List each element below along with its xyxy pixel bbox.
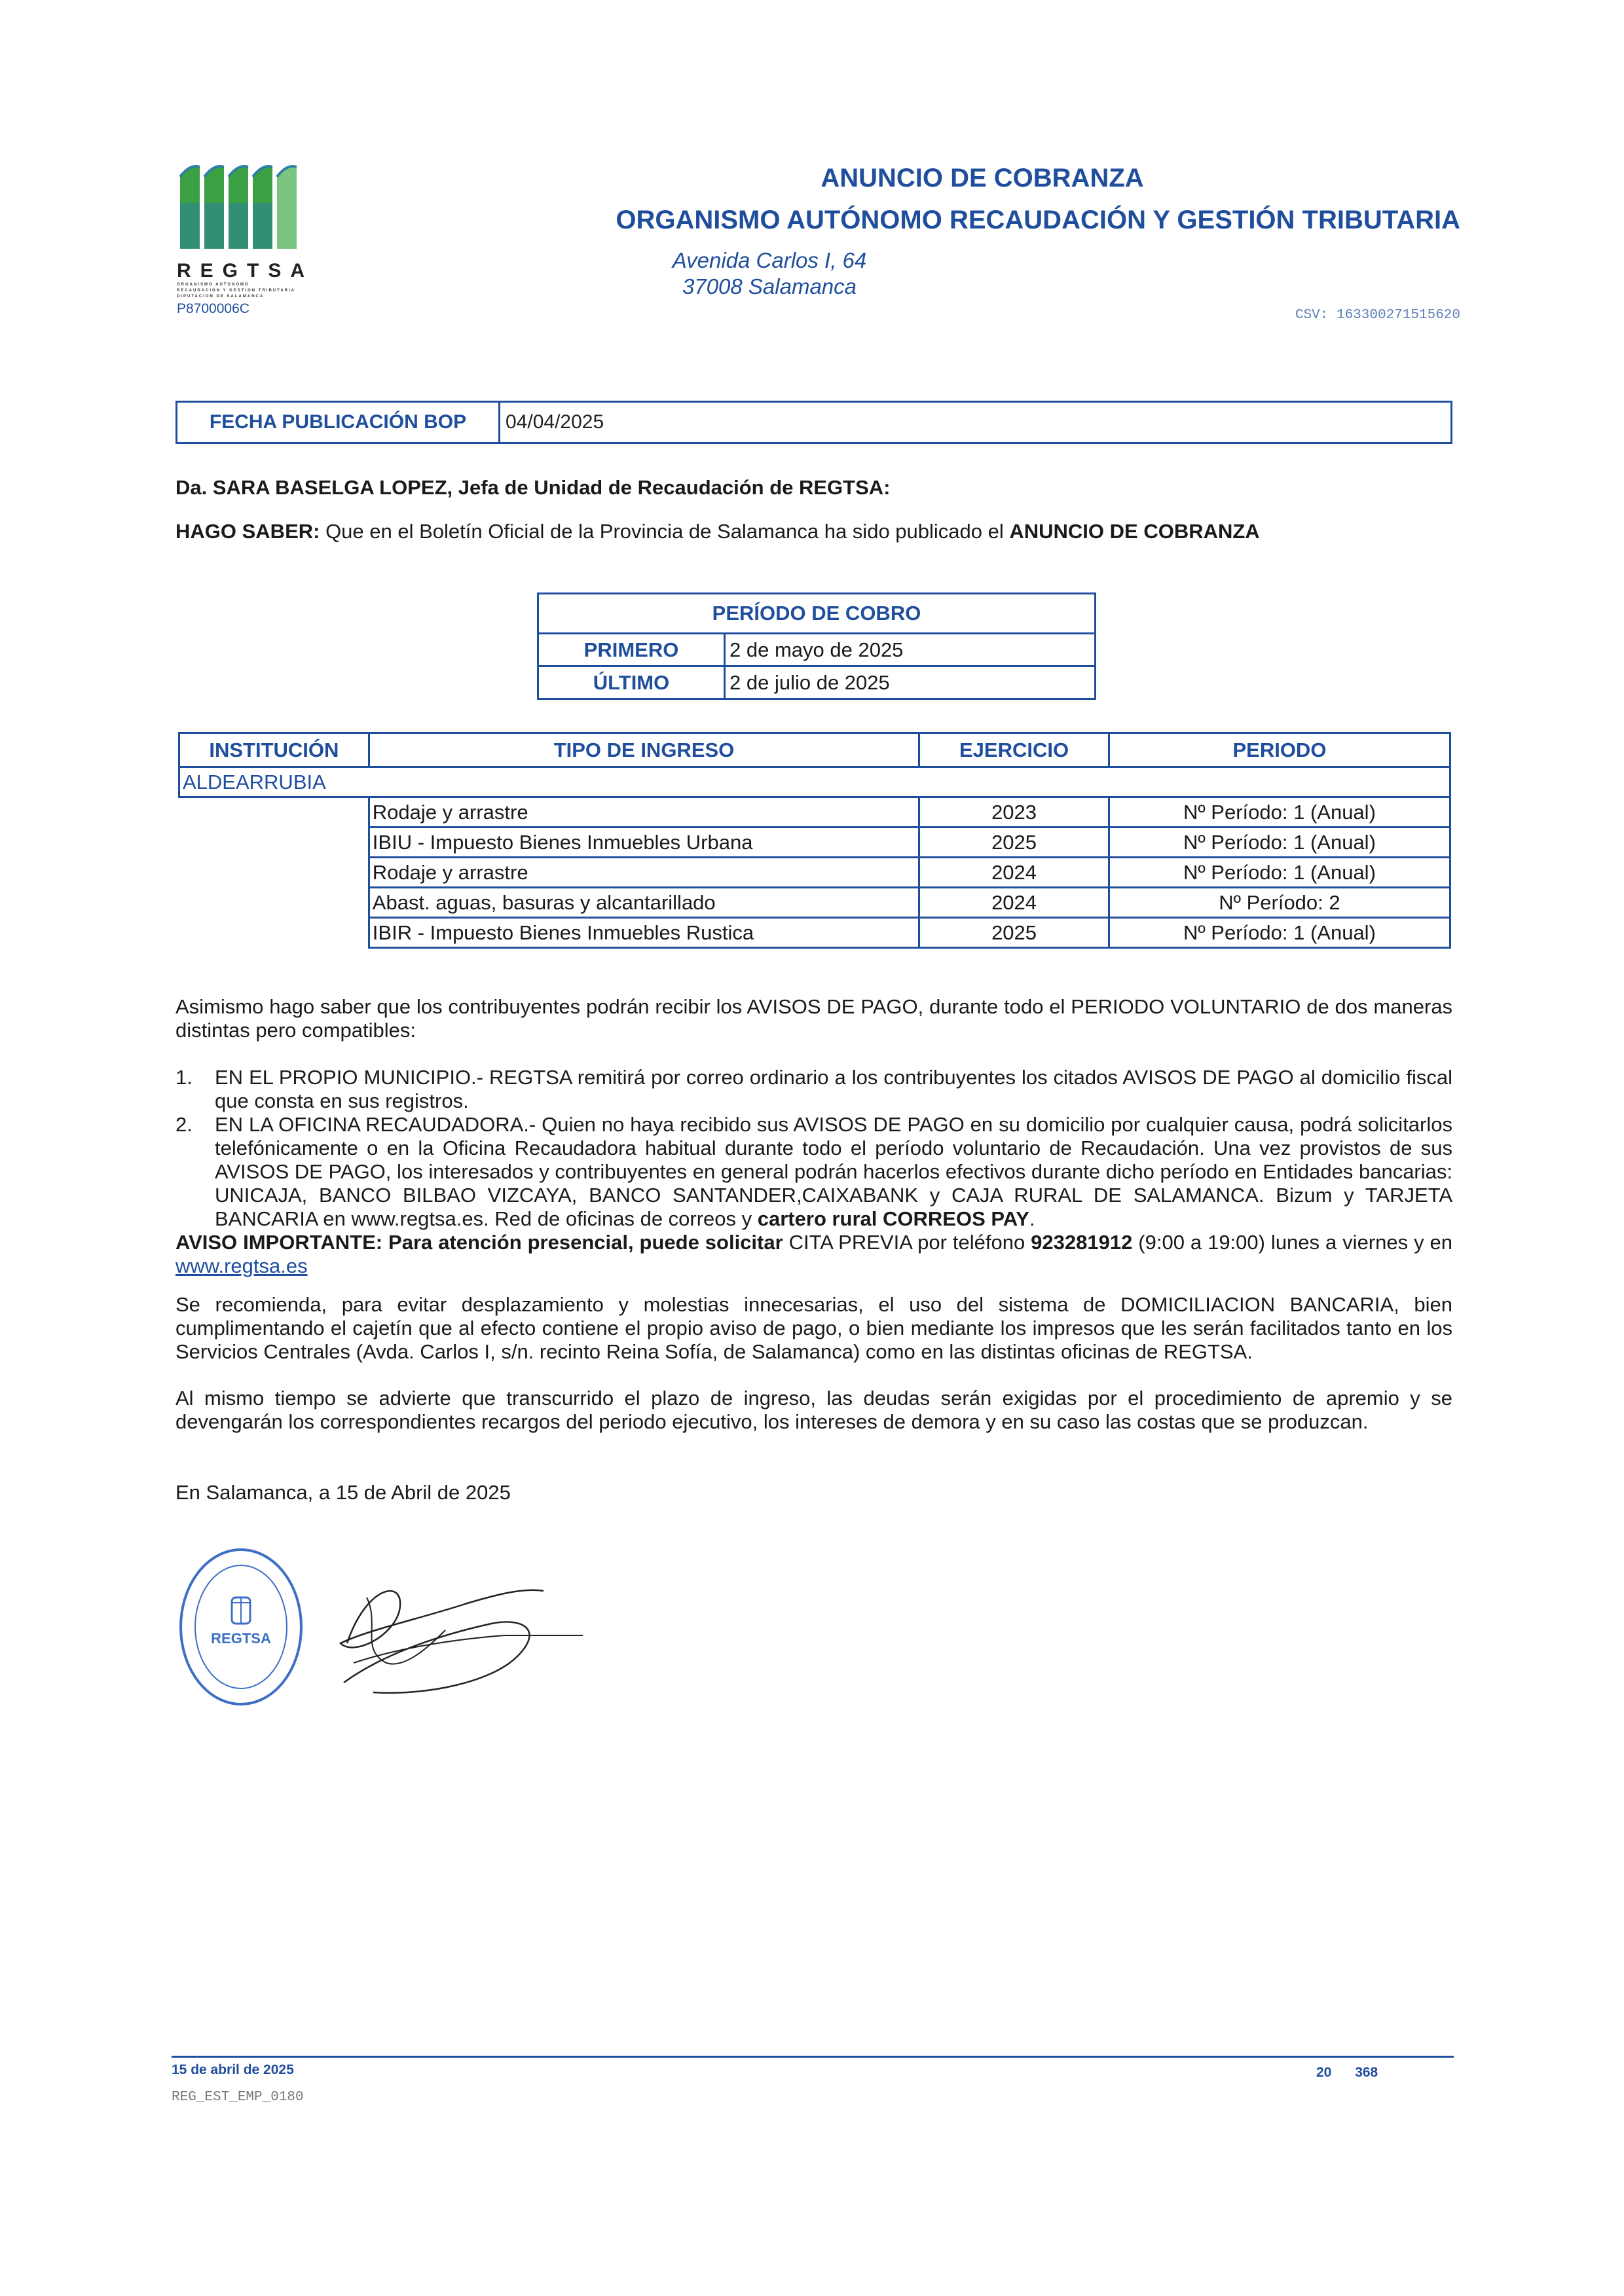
periodo-cell: Nº Período: 1 (Anual) xyxy=(1109,918,1450,948)
tipo-cell: Rodaje y arrastre xyxy=(369,797,919,828)
aviso-bold: AVISO IMPORTANTE: Para atención presencial, puede solicitar xyxy=(175,1231,783,1254)
signer-line: Da. SARA BASELGA LOPEZ, Jefa de Unidad de Recaudación de REGTSA: xyxy=(175,476,891,499)
periodo-cell: Nº Período: 1 (Anual) xyxy=(1109,828,1450,858)
regtsa-logo-icon xyxy=(177,157,308,255)
csv-code: CSV: 163300271515620 xyxy=(1295,308,1460,323)
column-header: PERIODO xyxy=(1109,733,1450,767)
tipo-cell: Abast. aguas, basuras y alcantarillado xyxy=(369,888,919,918)
column-header: EJERCICIO xyxy=(919,733,1109,767)
first-value: 2 de mayo de 2025 xyxy=(725,634,1096,666)
income-table xyxy=(178,732,1451,949)
footer-reference: REG_EST_EMP_0180 xyxy=(172,2090,304,2105)
stamp-seal-icon xyxy=(177,1545,305,1709)
address-line-2: 37008 Salamanca xyxy=(682,274,857,299)
place-date: En Salamanca, a 15 de Abril de 2025 xyxy=(175,1481,511,1504)
organization-address xyxy=(629,247,910,300)
collection-period-table xyxy=(537,592,1096,700)
first-label: PRIMERO xyxy=(538,634,725,666)
organization-name: ORGANISMO AUTÓNOMO RECAUDACIÓN Y GESTIÓN TRIBUTARIA xyxy=(616,206,1460,234)
tipo-cell: IBIR - Impuesto Bienes Inmuebles Rustica xyxy=(369,918,919,948)
signature-icon xyxy=(327,1558,589,1696)
hago-saber-paragraph xyxy=(175,520,1452,543)
stamp-center-text: REGTSA xyxy=(211,1630,271,1647)
publication-date-value: 04/04/2025 xyxy=(506,411,604,433)
list-item xyxy=(175,1113,1452,1231)
publication-date-box xyxy=(175,401,1452,444)
table-row xyxy=(179,918,1450,948)
column-header: TIPO DE INGRESO xyxy=(369,733,919,767)
aviso-phone: 923281912 xyxy=(1031,1231,1133,1254)
official-stamp xyxy=(177,1545,305,1709)
aviso-importante xyxy=(175,1231,1452,1278)
list-item xyxy=(175,1066,1452,1113)
hago-saber-label: HAGO SABER: xyxy=(175,520,320,543)
column-header: INSTITUCIÓN xyxy=(179,733,369,767)
hago-saber-text: Que en el Boletín Oficial de la Provincia de Salamanca ha sido publicado el xyxy=(320,520,1010,543)
footer-page-a: 20 xyxy=(1316,2065,1332,2080)
ejercicio-cell: 2025 xyxy=(919,828,1109,858)
table-header-row xyxy=(179,733,1450,767)
asimismo-paragraph: Asimismo hago saber que los contribuyentes podrán recibir los AVISOS DE PAGO, durante todo el PERIODO VOLUNTARIO de dos maneras distintas pero compatibles: xyxy=(175,995,1452,1042)
apremio-paragraph: Al mismo tiempo se advierte que transcurrido el plazo de ingreso, las deudas serán exigidas por el procedimiento de apremio y se devengarán los correspondientes recargos del periodo ejecutivo, los intereses de demora y en su caso las costas que se produzcan. xyxy=(175,1387,1452,1433)
periodo-cell: Nº Período: 1 (Anual) xyxy=(1109,797,1450,828)
footer-date: 15 de abril de 2025 xyxy=(172,2062,294,2077)
logo-sub-1: ORGANISMO AUTONOMO xyxy=(177,283,249,287)
logo-sub-2: RECAUDACION Y GESTION TRIBUTARIA xyxy=(177,289,296,293)
list-item-number: 1. xyxy=(175,1066,193,1089)
ejercicio-cell: 2024 xyxy=(919,888,1109,918)
item2-text: EN LA OFICINA RECAUDADORA.- Quien no haya recibido sus AVISOS DE PAGO en su domicilio por cualquier causa, podrá solicitarlos telefónicamente o en la Oficina Recaudadora habitual durante todo el período voluntario de Recaudación. Una vez provistos de sus AVISOS DE PAGO, los interesados y contribuyentes en general podrán hacerlos efectivos durante dicho período en Entidades bancarias: UNICAJA, BANCO BILBAO VIZCAYA, BANCO SANTANDER,CAIXABANK y CAJA RURAL DE SALAMANCA. Bizum y TARJETA BANCARIA en www.regtsa.es. Red de oficinas de correos y xyxy=(215,1113,1452,1230)
ejercicio-cell: 2023 xyxy=(919,797,1109,828)
table-row xyxy=(179,888,1450,918)
last-value: 2 de julio de 2025 xyxy=(725,666,1096,699)
handwritten-signature xyxy=(327,1558,589,1696)
collection-period-header: PERÍODO DE COBRO xyxy=(538,594,1096,634)
domiciliacion-paragraph: Se recomienda, para evitar desplazamiento y molestias innecesarias, el uso del sistema de DOMICILIACION BANCARIA, bien cumplimentando el cajetín que al efecto contiene el propio aviso de pago, o bien mediante los impresos que les serán facilitados tanto en los Servicios Centrales (Avda. Carlos I, s/n. recinto Reina Sofía, de Salamanca) como en las distintas oficinas de REGTSA. xyxy=(175,1293,1452,1363)
list-item-text: EN EL PROPIO MUNICIPIO.- REGTSA remitirá por correo ordinario a los contribuyentes los citados AVISOS DE PAGO al domicilio fiscal que consta en sus registros. xyxy=(215,1066,1452,1112)
list-item-text xyxy=(215,1113,1452,1231)
institution-name: ALDEARRUBIA xyxy=(179,767,1450,797)
hago-saber-bold: ANUNCIO DE COBRANZA xyxy=(1009,520,1260,543)
list-item-number: 2. xyxy=(175,1113,193,1136)
footer-page-b: 368 xyxy=(1355,2065,1378,2080)
payment-methods-list xyxy=(175,1066,1452,1278)
ejercicio-cell: 2025 xyxy=(919,918,1109,948)
aviso-hours: (9:00 a 19:00) lunes a viernes y en xyxy=(1132,1231,1452,1254)
regtsa-logo xyxy=(177,157,314,317)
tipo-cell: IBIU - Impuesto Bienes Inmuebles Urbana xyxy=(369,828,919,858)
logo-text: REGTSA xyxy=(177,260,314,282)
table-row xyxy=(179,858,1450,888)
address-line-1: Avenida Carlos I, 64 xyxy=(672,248,867,272)
institution-row xyxy=(179,767,1450,797)
item2-end: . xyxy=(1029,1207,1035,1230)
logo-code: P8700006C xyxy=(177,301,249,316)
publication-date-label: FECHA PUBLICACIÓN BOP xyxy=(177,403,500,442)
table-row xyxy=(179,797,1450,828)
last-label: ÚLTIMO xyxy=(538,666,725,699)
footer-divider xyxy=(172,2056,1454,2058)
document-title: ANUNCIO DE COBRANZA xyxy=(821,164,1144,192)
item2-bold: cartero rural CORREOS PAY xyxy=(757,1207,1029,1230)
periodo-cell: Nº Período: 1 (Anual) xyxy=(1109,858,1450,888)
logo-sub-3: DIPUTACION DE SALAMANCA xyxy=(177,295,265,299)
periodo-cell: Nº Período: 2 xyxy=(1109,888,1450,918)
website-link[interactable]: www.regtsa.es xyxy=(175,1254,308,1277)
tipo-cell: Rodaje y arrastre xyxy=(369,858,919,888)
ejercicio-cell: 2024 xyxy=(919,858,1109,888)
footer-page-numbers xyxy=(1316,2065,1378,2081)
aviso-text: CITA PREVIA por teléfono xyxy=(783,1231,1031,1254)
table-row xyxy=(179,828,1450,858)
